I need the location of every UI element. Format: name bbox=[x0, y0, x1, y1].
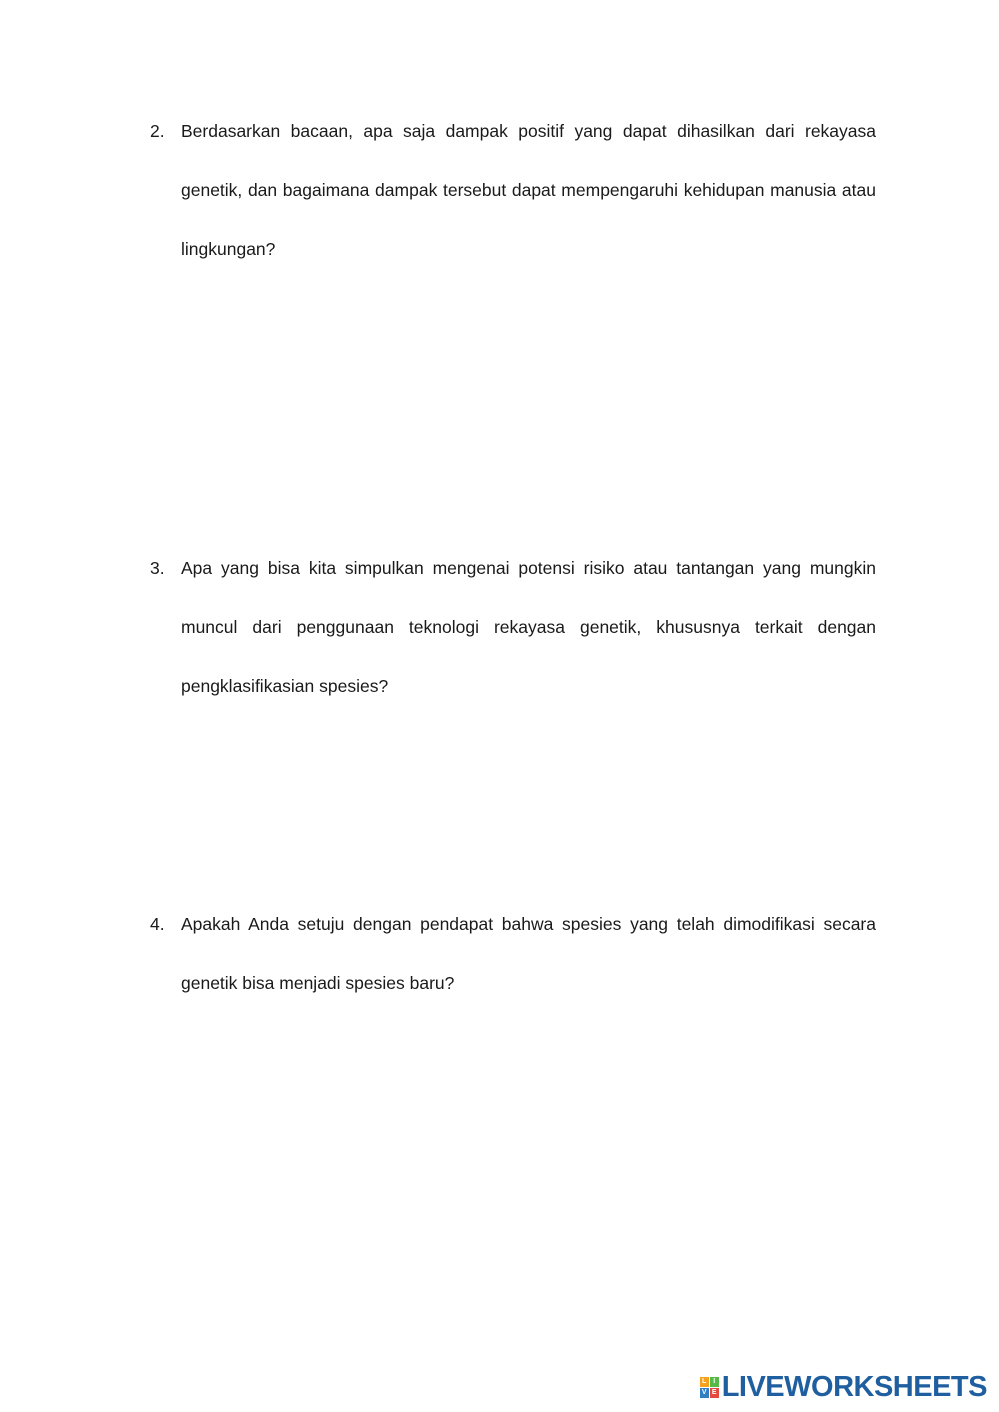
liveworksheets-logo bbox=[700, 1373, 987, 1402]
question-text: Apa yang bisa kita simpulkan mengenai potensi risiko atau tantangan yang mungkin muncul dari penggunaan teknologi rekayasa genetik, khususnya terkait dengan pengklasifikasian spesies? bbox=[181, 558, 876, 696]
question-4 bbox=[150, 895, 876, 1013]
logo-text: LIVEWORKSHEETS bbox=[721, 1371, 987, 1403]
question-number: 2. bbox=[150, 121, 165, 141]
question-text: Berdasarkan bacaan, apa saja dampak positif yang dapat dihasilkan dari rekayasa genetik, dan bagaimana dampak tersebut dapat mempengaruhi kehidupan manusia atau lingkungan? bbox=[181, 121, 876, 259]
logo-mark-letter: L bbox=[700, 1377, 709, 1387]
question-2 bbox=[150, 102, 876, 279]
question-text: Apakah Anda setuju dengan pendapat bahwa spesies yang telah dimodifikasi secara genetik bisa menjadi spesies baru? bbox=[181, 914, 876, 993]
question-number: 3. bbox=[150, 558, 165, 578]
logo-mark-letter: I bbox=[710, 1377, 719, 1387]
question-3 bbox=[150, 539, 876, 716]
logo-mark-letter: E bbox=[710, 1388, 719, 1398]
question-number: 4. bbox=[150, 914, 165, 934]
liveworksheets-logo-icon bbox=[700, 1377, 719, 1398]
logo-mark-letter: V bbox=[700, 1388, 709, 1398]
